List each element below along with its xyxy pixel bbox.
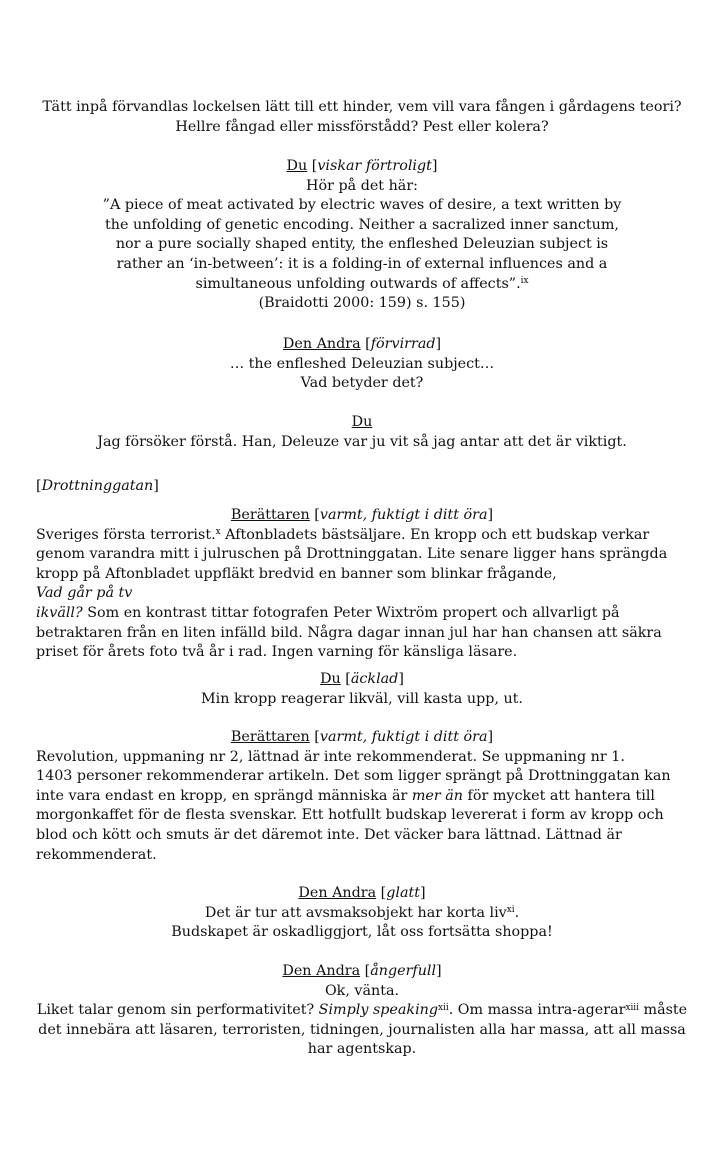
speaker-name: Du (351, 414, 373, 430)
endnote-marker: xiii (625, 1002, 639, 1013)
text-line: … the enfleshed Deleuzian subject… (229, 355, 495, 372)
text-line: Det är tur att avsmaksobjekt har korta liv$^{xi}$. (204, 904, 520, 921)
text-line: morgonkaffet för de flesta svenskar. Ett hotfullt budskap levererat i form av kropp och (36, 807, 664, 824)
dialogue-narrator-1 (36, 506, 688, 663)
scene-heading: [Drottninggatan] (36, 478, 159, 494)
endnote-marker: xii (438, 1002, 449, 1013)
endnote-marker: ix (520, 276, 529, 287)
dialogue-du-disgusted (36, 670, 688, 709)
dialogue-den-andra-glad (36, 884, 688, 943)
text-line: Sveriges första terrorist.$^x$ Aftonbladets bästsäljare. En kropp och ett budskap verkar (36, 526, 650, 543)
speaker-line: Berättaren [varmt, fuktigt i ditt öra] (230, 507, 494, 523)
speaker-line: Berättaren [varmt, fuktigt i ditt öra] (230, 729, 494, 745)
text-line: Liket talar genom sin performativitet? Simply speaking$^{xii}$. Om massa intra-agerar$^{xiii}$ måste (36, 1002, 688, 1019)
dialogue-du-understand (36, 413, 688, 452)
text-line: genom varandra mitt i julruschen på Drottninggatan. Lite senare ligger hans sprängda (36, 546, 668, 563)
text-line: blod och kött och smuts är det däremot inte. Det väcker bara lättnad. Lättnad är (36, 826, 622, 843)
text-line: ikväll? Som en kontrast tittar fotografen Peter Wixtröm propert och allvarligt på (36, 604, 620, 621)
quote-line: ”A piece of meat activated by electric waves of desire, a text written by (102, 197, 622, 214)
stage-direction: varmt, fuktigt i ditt öra (319, 507, 488, 523)
text-line: Tätt inpå förvandlas lockelsen lätt till ett hinder, vem vill vara fången i gårdagens teori? (42, 99, 682, 115)
speaker-name: Den Andra (282, 336, 361, 352)
text-line: Jag försöker förstå. Han, Deleuze var ju vit så jag antar att det är viktigt. (97, 433, 627, 450)
speaker-line (36, 413, 688, 433)
stage-direction: ångerfull (370, 963, 437, 979)
text-line: Budskapet är oskadliggjort, låt oss fortsätta shoppa! (171, 924, 553, 941)
speaker-line: Du [äcklad] (320, 671, 404, 687)
stage-direction: äcklad (350, 671, 399, 687)
dialogue-du-whisper (36, 157, 688, 314)
text-line: Min kropp reagerar likväl, vill kasta upp, ut. (201, 690, 523, 707)
speaker-line: Den Andra [ångerfull] (282, 963, 442, 979)
stage-direction: förvirrad (370, 336, 436, 352)
speaker-line: Den Andra [förvirrad] (282, 336, 442, 352)
text-line: har agentskap. (307, 1041, 417, 1058)
stage-direction: glatt (386, 885, 420, 901)
text-line: betraktaren från en liten infälld bild. Några dagar innan jul har han chansen att säkra (36, 624, 662, 641)
text-line: rekommenderat. (36, 846, 157, 863)
speaker-name: Du (286, 158, 308, 174)
text-line: Hellre fångad eller missförstådd? Pest eller kolera? (175, 118, 549, 135)
speaker-name: Den Andra (282, 963, 361, 979)
text-line: Revolution, uppmaning nr 2, lättnad är inte rekommenderat. Se uppmaning nr 1. (36, 748, 625, 765)
quote-line: simultaneous unfolding outwards of affects”.$^{ix}$ (195, 275, 529, 292)
speaker-name: Den Andra (298, 885, 377, 901)
speaker-name: Berättaren (230, 729, 310, 745)
dialogue-den-andra-confused (36, 335, 688, 394)
speaker-name: Du (320, 671, 341, 687)
text-line: priset för årets foto två år i rad. Ingen varning för känsliga läsare. (36, 644, 518, 661)
dialogue-den-andra-remorse (36, 962, 688, 1060)
stage-direction: viskar förtroligt (317, 158, 432, 174)
quote-line: rather an ‘in-between’: it is a folding-in of external influences and a (116, 255, 608, 272)
text-line: Vad går på tv (36, 585, 133, 602)
quote-line: nor a pure socially shaped entity, the enfleshed Deleuzian subject is (115, 236, 609, 253)
quote-line: the unfolding of genetic encoding. Neither a sacralized inner sanctum, (105, 216, 619, 233)
endnote-marker: xi (506, 905, 515, 916)
intro-paragraph (36, 98, 688, 137)
text-line: Hör på det här: (306, 177, 418, 194)
speaker-line: Du [viskar förtroligt] (286, 158, 438, 174)
text-line: inte vara endast en kropp, en sprängd människa är mer än för mycket att hantera till (36, 787, 655, 804)
text-line: det innebära att läsaren, terroristen, tidningen, journalisten alla har massa, att all massa (38, 1021, 686, 1038)
text-line: kropp på Aftonbladet uppfläkt bredvid en banner som blinkar frågande, (36, 565, 557, 582)
text-line: Ok, vänta. (324, 982, 400, 999)
speaker-name: Berättaren (230, 507, 310, 523)
text-line: 1403 personer rekommenderar artikeln. Det som ligger sprängt på Drottninggatan kan (36, 768, 671, 785)
citation-line: (Braidotti 2000: 159) s. 155) (258, 295, 466, 312)
speaker-line: Den Andra [glatt] (298, 885, 426, 901)
endnote-marker: x (215, 527, 221, 538)
stage-direction: varmt, fuktigt i ditt öra (319, 729, 488, 745)
text-line: Vad betyder det? (300, 375, 424, 392)
dialogue-narrator-2 (36, 728, 688, 865)
